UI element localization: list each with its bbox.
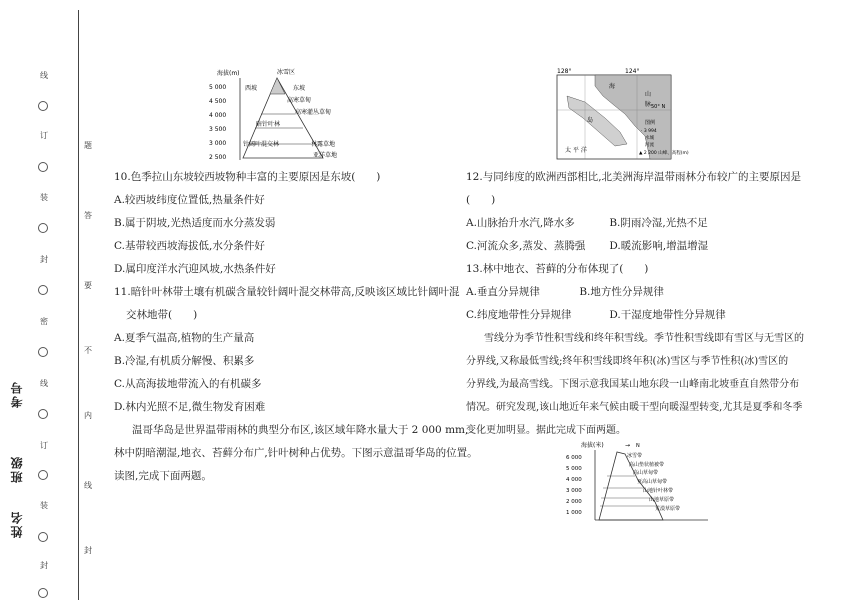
map-longitude: 124°: [625, 68, 640, 75]
q13-option: C.纬度地带性分异规律: [466, 309, 572, 321]
fig1-ytick: 4 500: [209, 98, 227, 105]
fig3-ytick: 4 000: [566, 477, 582, 483]
cut-text: 封: [40, 255, 48, 264]
q11-option: C.从高海拔地带流入的有机碳多: [114, 378, 262, 390]
fig1-ytick: 2 500: [209, 154, 227, 161]
fig3-zone: 山地针叶林带: [643, 488, 674, 494]
binding-hole: [38, 101, 48, 111]
cut-text: 线: [40, 379, 48, 388]
q13-option: D.干湿度地带性分异规律: [609, 309, 726, 321]
inner-text: 答: [84, 211, 92, 220]
binding-hole: [38, 285, 48, 295]
q11-option: B.冷湿,有机质分解慢、积累多: [114, 355, 255, 367]
map-place: 太 平 洋: [565, 147, 587, 154]
exam-number-label: 考号: [10, 380, 24, 408]
snowline-zonation-figure: [563, 440, 713, 522]
binding-margin: [0, 0, 95, 608]
fig3-arrow: →: [625, 442, 631, 449]
binding-hole: [38, 223, 48, 233]
question-12-cont: ( ): [466, 194, 496, 206]
fig1-ytick: 3 000: [209, 140, 227, 147]
q12-option: B.阴雨冷湿,光热不足: [609, 217, 708, 229]
class-label: 班级: [10, 455, 24, 483]
fig3-zone: 亚高山草甸带: [637, 479, 668, 485]
q12-option: C.河流众多,蒸发、蒸腾强: [466, 240, 586, 252]
vancouver-island-map: [555, 66, 689, 162]
fig1-ytick: 5 000: [209, 84, 227, 91]
q11-option: A.夏季气温高,植物的生产量高: [114, 332, 255, 344]
q12-options-row: [466, 235, 816, 258]
cut-text: 密: [40, 317, 48, 326]
inner-text: 要: [84, 281, 92, 290]
fig3-zone: 荒漠草原带: [655, 506, 681, 512]
q11-option: D.林内光照不足,微生物发育困难: [114, 401, 266, 413]
binding-hole: [38, 532, 48, 542]
fig3-arrow-label: N: [636, 443, 640, 449]
passage-line: 读图,完成下面两题。: [114, 470, 212, 482]
passage-line: 分界线,又称最低雪线;终年积雪线即终年积(冰)雪区与季节性积(冰)雪区的: [466, 356, 789, 367]
name-label: 姓名: [10, 510, 24, 538]
map-place: 山: [645, 91, 652, 98]
fig1-label: 冰雪区: [277, 69, 296, 76]
inner-text: 题: [84, 141, 92, 150]
fig3-zone: 高山垫状植被带: [629, 462, 665, 468]
map-place: 脉: [645, 101, 652, 108]
cut-text: 装: [40, 193, 48, 202]
fig3-zone: 冰雪带: [627, 453, 643, 459]
map-legend-title: 图例: [645, 120, 656, 126]
question-11: 11.暗针叶林带土壤有机碳含量较针阔叶混交林带高,反映该区域比针阔叶混: [114, 286, 460, 298]
binding-hole: [38, 470, 48, 480]
question-13: 13.林中地衣、苔藓的分布体现了( ): [466, 263, 649, 275]
fig1-ytick: 4 000: [209, 112, 227, 119]
fig3-ytick: 3 000: [566, 488, 582, 494]
q12-option: D.暖流影响,增温增湿: [609, 240, 709, 252]
map-lat: 50° N: [651, 104, 666, 110]
passage-line: 雪线分为季节性积雪线和终年积雪线。季节性积雪线即有雪区与无雪区的: [484, 333, 804, 344]
fig3-zone: 高山草甸带: [633, 470, 659, 476]
question-10: 10.色季拉山东坡较西坡物种丰富的主要原因是东坡( ): [114, 171, 381, 183]
q10-option: C.基带较西坡海拔低,水分条件好: [114, 240, 265, 252]
fig1-label: 西坡: [245, 85, 258, 92]
q10-option: B.属于阴坡,光热适度而水分蒸发弱: [114, 217, 276, 229]
map-place: 海: [609, 83, 616, 90]
fig3-ytick: 2 000: [566, 499, 582, 505]
passage-line: 变化更加明显。据此完成下面两题。: [466, 425, 626, 436]
fig1-label: 东坡: [293, 85, 306, 92]
cut-text: 订: [40, 131, 48, 140]
inner-text: 封: [84, 546, 92, 555]
snow-zone: [270, 78, 285, 94]
binding-hole: [38, 162, 48, 172]
fig1-label: 亚洋草地: [313, 152, 338, 159]
q10-option: D.属印度洋水汽迎风坡,水热条件好: [114, 263, 276, 275]
cut-text: 订: [40, 441, 48, 450]
map-legend-item: ▲ 2 200 山峰、高程(m): [639, 151, 689, 156]
mountain-zonation-figure: [205, 66, 355, 162]
fig1-label: 高寒草甸: [287, 97, 312, 104]
map-legend-item: · 3 994: [641, 129, 657, 134]
binding-line: [78, 10, 79, 600]
left-column: [114, 166, 478, 488]
map-place: 岛: [587, 117, 594, 124]
q13-option: B.地方性分异规律: [579, 286, 664, 298]
binding-hole: [38, 347, 48, 357]
fig1-ylabel: 海拔(m): [217, 70, 240, 77]
cut-text: 线: [40, 71, 48, 80]
cut-text: 封: [40, 561, 48, 570]
question-12: 12.与同纬度的欧洲西部相比,北美洲海岸温带雨林分布较广的主要原因是: [466, 171, 802, 183]
binding-hole: [38, 409, 48, 419]
fig1-label: 高寒灌丛草甸: [295, 109, 332, 116]
fig1-label: 林露草地: [311, 141, 336, 148]
map-longitude: 128°: [557, 68, 572, 75]
q13-option: A.垂直分异规律: [466, 286, 540, 298]
map-legend-item: 水城: [645, 136, 654, 141]
passage-line: 林中阴暗潮湿,地衣、苔藓分布广,针叶树种占优势。下图示意温哥华岛的位置。: [114, 447, 478, 459]
fig3-ytick: 5 000: [566, 466, 582, 472]
cut-text: 装: [40, 501, 48, 510]
fig3-ytick: 1 000: [566, 510, 582, 516]
passage-line: 分界线,为最高雪线。下图示意我国某山地东段一山峰南北坡垂直自然带分布: [466, 379, 800, 390]
fig1-label: 暗针叶林: [256, 121, 281, 128]
fig3-ytick: 6 000: [566, 455, 582, 461]
fig1-label: 针阔叶混交林: [243, 141, 280, 148]
passage-line: 情况。研究发现,该山地近年来气候由暖干型向暖湿型转变,尤其是夏季和冬季: [466, 402, 803, 413]
right-column: [466, 166, 816, 442]
fig3-ylabel: 海拔(米): [581, 442, 604, 449]
q13-options-row: [466, 304, 816, 327]
map-legend-item: 河流: [645, 143, 654, 148]
inner-text: 线: [84, 481, 92, 490]
q10-option: A.较西坡纬度位置低,热量条件好: [114, 194, 265, 206]
passage-line: 温哥华岛是世界温带雨林的典型分布区,该区域年降水量大于 2 000 mm,: [132, 424, 469, 436]
q12-options-row: [466, 212, 816, 235]
fig3-zone: 山地草原带: [649, 497, 675, 503]
q13-options-row: [466, 281, 816, 304]
inner-text: 内: [84, 411, 92, 420]
inner-text: 不: [84, 346, 92, 355]
fig1-ytick: 3 500: [209, 126, 227, 133]
binding-hole: [38, 588, 48, 598]
question-11-cont: 交林地带( ): [126, 309, 198, 321]
q12-option: A.山脉抬升水汽,降水多: [466, 217, 575, 229]
